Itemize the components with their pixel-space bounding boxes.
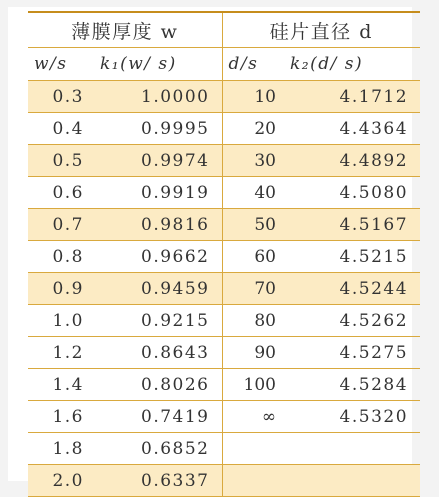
data-table (28, 11, 420, 497)
table-row (28, 273, 420, 305)
table-row (28, 113, 420, 145)
col-header-k2: k₂(d/ s) (284, 48, 420, 81)
column-header-row (28, 48, 420, 81)
document-sheet (8, 7, 412, 491)
table-body (28, 81, 420, 497)
group-header-thickness: 薄膜厚度 w (28, 12, 222, 48)
cell-k1: 0.9459 (94, 273, 222, 305)
cell-ds: 70 (222, 273, 284, 305)
table-row (28, 369, 420, 401)
cell-k1: 1.0000 (94, 81, 222, 113)
cell-k1: 0.9974 (94, 145, 222, 177)
cell-k2: 4.5262 (284, 305, 420, 337)
cell-ds (222, 465, 284, 497)
cell-ds: 50 (222, 209, 284, 241)
table-row (28, 401, 420, 433)
cell-k1: 0.9215 (94, 305, 222, 337)
cell-k2: 4.5275 (284, 337, 420, 369)
group-header-row (28, 12, 420, 48)
cell-k1: 0.8026 (94, 369, 222, 401)
cell-ws: 2.0 (28, 465, 94, 497)
cell-k2: 4.5167 (284, 209, 420, 241)
cell-ds (222, 433, 284, 465)
cell-ws: 1.6 (28, 401, 94, 433)
cell-k1: 0.9919 (94, 177, 222, 209)
cell-k1: 0.8643 (94, 337, 222, 369)
table-row (28, 241, 420, 273)
cell-ws: 0.7 (28, 209, 94, 241)
cell-k2: 4.5320 (284, 401, 420, 433)
cell-k2: 4.5284 (284, 369, 420, 401)
cell-k1: 0.9662 (94, 241, 222, 273)
cell-k2 (284, 465, 420, 497)
cell-k1: 0.6337 (94, 465, 222, 497)
col-header-ds: d/s (222, 48, 284, 81)
cell-k1: 0.9816 (94, 209, 222, 241)
cell-ws: 1.4 (28, 369, 94, 401)
cell-ws: 0.8 (28, 241, 94, 273)
group-header-diameter: 硅片直径 d (222, 12, 420, 48)
cell-ds: ∞ (222, 401, 284, 433)
cell-k2: 4.4892 (284, 145, 420, 177)
col-header-k1: k₁(w/ s) (94, 48, 222, 81)
cell-ws: 0.5 (28, 145, 94, 177)
cell-k2: 4.4364 (284, 113, 420, 145)
cell-k2 (284, 433, 420, 465)
cell-k2: 4.5080 (284, 177, 420, 209)
cell-ds: 80 (222, 305, 284, 337)
cell-ds: 40 (222, 177, 284, 209)
table-row (28, 145, 420, 177)
cell-ds: 100 (222, 369, 284, 401)
table-row (28, 177, 420, 209)
cell-ws: 1.2 (28, 337, 94, 369)
table-row (28, 337, 420, 369)
col-header-ws: w/s (28, 48, 94, 81)
cell-ds: 60 (222, 241, 284, 273)
cell-k2: 4.5244 (284, 273, 420, 305)
cell-ws: 0.4 (28, 113, 94, 145)
cell-ds: 20 (222, 113, 284, 145)
cell-ds: 30 (222, 145, 284, 177)
table-row (28, 209, 420, 241)
table-row (28, 465, 420, 497)
cell-ds: 10 (222, 81, 284, 113)
cell-ws: 0.6 (28, 177, 94, 209)
cell-k1: 0.6852 (94, 433, 222, 465)
cell-ws: 1.8 (28, 433, 94, 465)
cell-k2: 4.1712 (284, 81, 420, 113)
table-row (28, 305, 420, 337)
table-row (28, 81, 420, 113)
cell-ws: 0.9 (28, 273, 94, 305)
cell-ws: 0.3 (28, 81, 94, 113)
cell-k2: 4.5215 (284, 241, 420, 273)
cell-ws: 1.0 (28, 305, 94, 337)
cell-k1: 0.7419 (94, 401, 222, 433)
cell-ds: 90 (222, 337, 284, 369)
table-row (28, 433, 420, 465)
cell-k1: 0.9995 (94, 113, 222, 145)
